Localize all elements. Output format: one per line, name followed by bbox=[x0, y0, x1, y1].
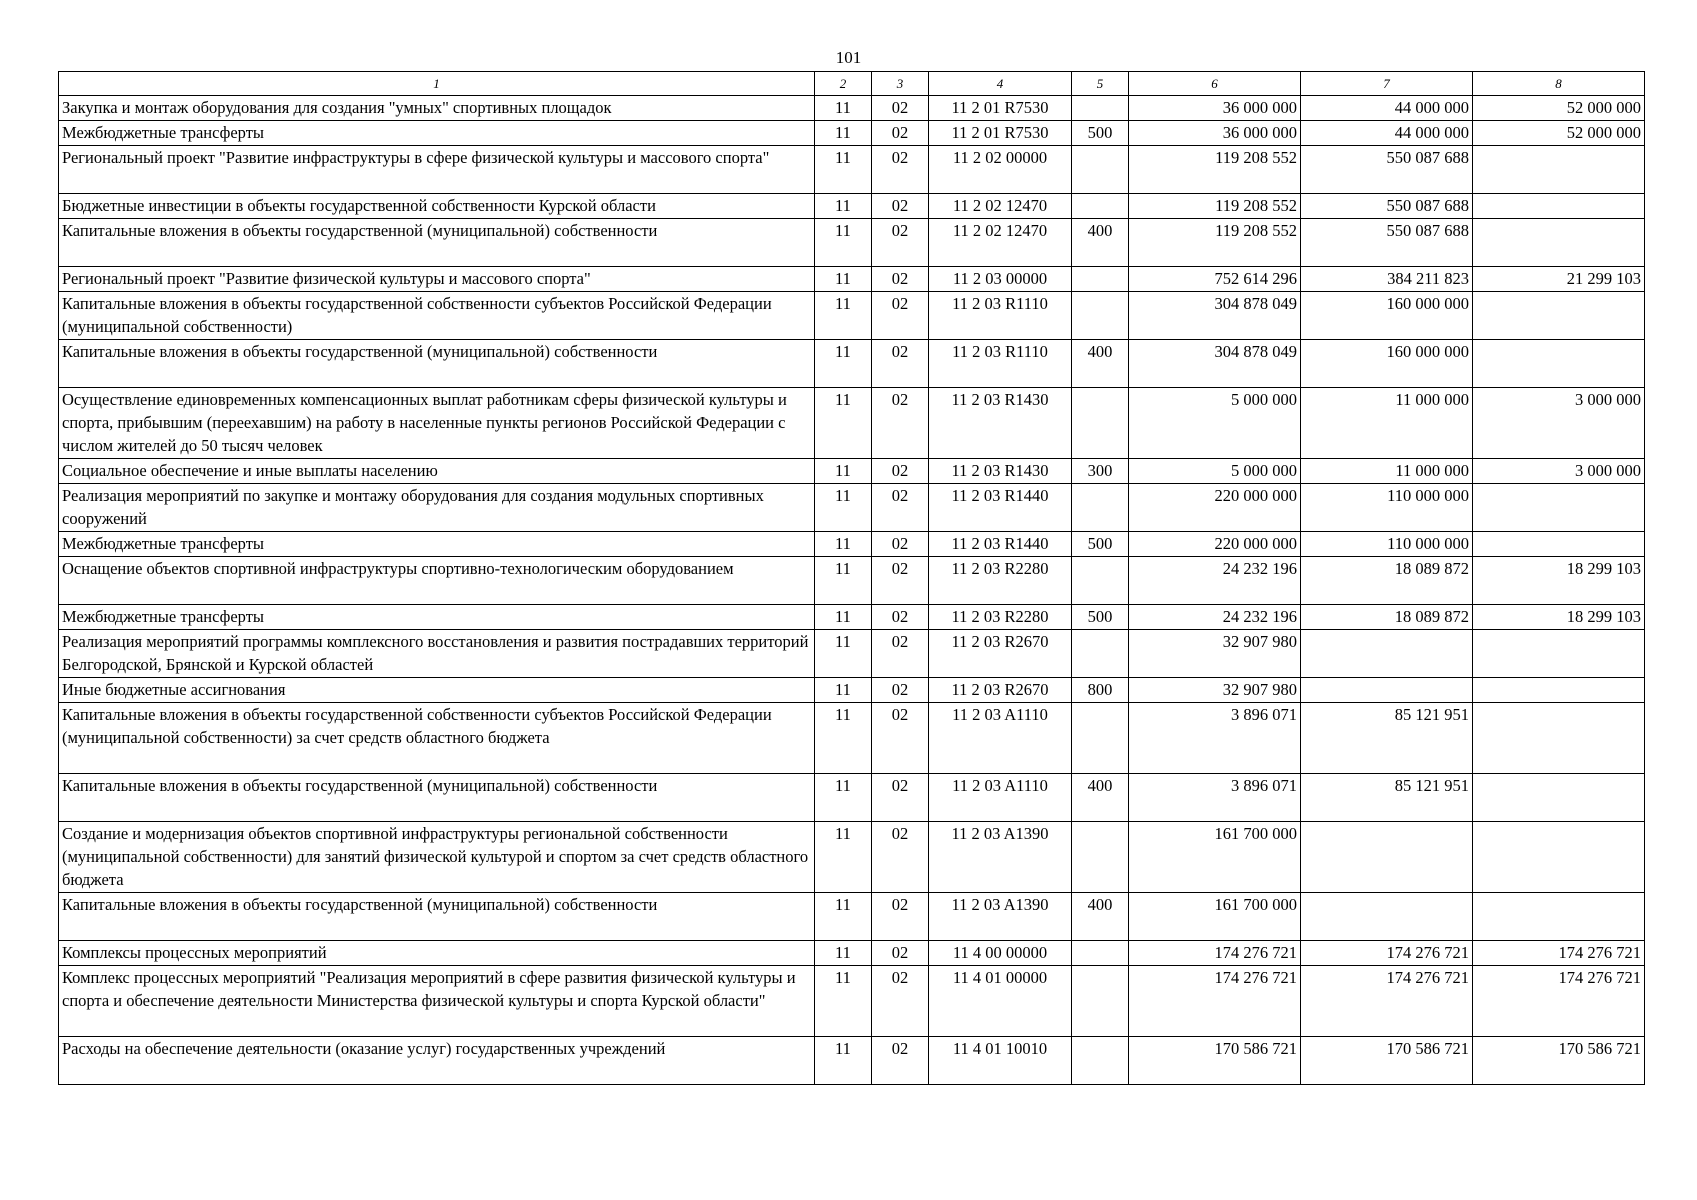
amount-year2-cell: 160 000 000 bbox=[1301, 340, 1473, 388]
section-code-cell: 11 bbox=[815, 1037, 872, 1085]
section-code-cell: 11 bbox=[815, 292, 872, 340]
amount-year3-cell: 174 276 721 bbox=[1473, 941, 1645, 966]
subsection-code-cell: 02 bbox=[872, 1037, 929, 1085]
subsection-code-cell: 02 bbox=[872, 340, 929, 388]
table-row bbox=[59, 966, 1645, 1037]
section-code-cell: 11 bbox=[815, 267, 872, 292]
amount-year2-cell bbox=[1301, 822, 1473, 893]
amount-year1-cell: 304 878 049 bbox=[1129, 292, 1301, 340]
amount-year2-cell: 18 089 872 bbox=[1301, 605, 1473, 630]
section-code-cell: 11 bbox=[815, 941, 872, 966]
column-header: 7 bbox=[1301, 72, 1473, 96]
amount-year1-cell: 36 000 000 bbox=[1129, 121, 1301, 146]
subsection-code-cell: 02 bbox=[872, 459, 929, 484]
subsection-code-cell: 02 bbox=[872, 941, 929, 966]
section-code-cell: 11 bbox=[815, 194, 872, 219]
amount-year1-cell: 5 000 000 bbox=[1129, 388, 1301, 459]
expense-type-cell bbox=[1072, 194, 1129, 219]
expense-type-cell bbox=[1072, 388, 1129, 459]
table-row bbox=[59, 557, 1645, 605]
expense-type-cell: 500 bbox=[1072, 532, 1129, 557]
amount-year1-cell: 304 878 049 bbox=[1129, 340, 1301, 388]
table-row bbox=[59, 1037, 1645, 1085]
table-row bbox=[59, 388, 1645, 459]
expense-type-cell bbox=[1072, 146, 1129, 194]
row-name-cell: Осуществление единовременных компенсационных выплат работникам сферы физической культуры и спорта, прибывшим (переехавшим) на работу в населенные пункты регионов Российской Федерации с числом жителей до 50 тысяч человек bbox=[59, 388, 815, 459]
amount-year1-cell: 170 586 721 bbox=[1129, 1037, 1301, 1085]
expense-type-cell: 400 bbox=[1072, 340, 1129, 388]
row-name-cell: Социальное обеспечение и иные выплаты населению bbox=[59, 459, 815, 484]
row-name-cell: Межбюджетные трансферты bbox=[59, 605, 815, 630]
table-row bbox=[59, 678, 1645, 703]
amount-year1-cell: 24 232 196 bbox=[1129, 605, 1301, 630]
amount-year1-cell: 3 896 071 bbox=[1129, 703, 1301, 774]
amount-year2-cell bbox=[1301, 893, 1473, 941]
section-code-cell: 11 bbox=[815, 121, 872, 146]
amount-year1-cell: 161 700 000 bbox=[1129, 822, 1301, 893]
row-name-cell: Комплексы процессных мероприятий bbox=[59, 941, 815, 966]
target-article-cell: 11 2 03 R2670 bbox=[929, 630, 1072, 678]
row-name-cell: Межбюджетные трансферты bbox=[59, 121, 815, 146]
subsection-code-cell: 02 bbox=[872, 146, 929, 194]
amount-year3-cell bbox=[1473, 484, 1645, 532]
amount-year1-cell: 119 208 552 bbox=[1129, 194, 1301, 219]
amount-year1-cell: 220 000 000 bbox=[1129, 484, 1301, 532]
expense-type-cell bbox=[1072, 1037, 1129, 1085]
amount-year3-cell: 18 299 103 bbox=[1473, 605, 1645, 630]
amount-year1-cell: 119 208 552 bbox=[1129, 146, 1301, 194]
subsection-code-cell: 02 bbox=[872, 267, 929, 292]
table-row bbox=[59, 96, 1645, 121]
amount-year3-cell bbox=[1473, 146, 1645, 194]
table-body bbox=[59, 96, 1645, 1085]
row-name-cell: Закупка и монтаж оборудования для создания "умных" спортивных площадок bbox=[59, 96, 815, 121]
section-code-cell: 11 bbox=[815, 822, 872, 893]
amount-year2-cell: 18 089 872 bbox=[1301, 557, 1473, 605]
subsection-code-cell: 02 bbox=[872, 822, 929, 893]
expense-type-cell bbox=[1072, 966, 1129, 1037]
budget-table bbox=[58, 71, 1645, 1085]
amount-year1-cell: 220 000 000 bbox=[1129, 532, 1301, 557]
amount-year1-cell: 5 000 000 bbox=[1129, 459, 1301, 484]
column-number-row bbox=[59, 72, 1645, 96]
amount-year2-cell bbox=[1301, 630, 1473, 678]
expense-type-cell bbox=[1072, 630, 1129, 678]
subsection-code-cell: 02 bbox=[872, 893, 929, 941]
table-row bbox=[59, 532, 1645, 557]
table-row bbox=[59, 630, 1645, 678]
row-name-cell: Региональный проект "Развитие физической культуры и массового спорта" bbox=[59, 267, 815, 292]
table-row bbox=[59, 893, 1645, 941]
section-code-cell: 11 bbox=[815, 484, 872, 532]
section-code-cell: 11 bbox=[815, 893, 872, 941]
section-code-cell: 11 bbox=[815, 678, 872, 703]
amount-year3-cell bbox=[1473, 194, 1645, 219]
subsection-code-cell: 02 bbox=[872, 292, 929, 340]
page-number: 101 bbox=[835, 48, 862, 67]
subsection-code-cell: 02 bbox=[872, 121, 929, 146]
target-article-cell: 11 2 03 A1390 bbox=[929, 822, 1072, 893]
amount-year2-cell: 170 586 721 bbox=[1301, 1037, 1473, 1085]
column-header: 2 bbox=[815, 72, 872, 96]
amount-year2-cell: 44 000 000 bbox=[1301, 121, 1473, 146]
amount-year3-cell bbox=[1473, 678, 1645, 703]
amount-year2-cell: 85 121 951 bbox=[1301, 774, 1473, 822]
row-name-cell: Иные бюджетные ассигнования bbox=[59, 678, 815, 703]
amount-year2-cell: 110 000 000 bbox=[1301, 532, 1473, 557]
target-article-cell: 11 2 03 A1390 bbox=[929, 893, 1072, 941]
amount-year3-cell: 3 000 000 bbox=[1473, 388, 1645, 459]
amount-year2-cell: 174 276 721 bbox=[1301, 941, 1473, 966]
table-row bbox=[59, 822, 1645, 893]
amount-year3-cell bbox=[1473, 703, 1645, 774]
row-name-cell: Оснащение объектов спортивной инфраструктуры спортивно-технологическим оборудованием bbox=[59, 557, 815, 605]
amount-year1-cell: 174 276 721 bbox=[1129, 941, 1301, 966]
table-row bbox=[59, 605, 1645, 630]
amount-year2-cell: 11 000 000 bbox=[1301, 388, 1473, 459]
target-article-cell: 11 4 00 00000 bbox=[929, 941, 1072, 966]
table-row bbox=[59, 121, 1645, 146]
target-article-cell: 11 2 03 R1430 bbox=[929, 459, 1072, 484]
target-article-cell: 11 2 03 R1440 bbox=[929, 484, 1072, 532]
target-article-cell: 11 2 03 R2280 bbox=[929, 605, 1072, 630]
row-name-cell: Реализация мероприятий по закупке и монтажу оборудования для создания модульных спортивных сооружений bbox=[59, 484, 815, 532]
expense-type-cell bbox=[1072, 292, 1129, 340]
expense-type-cell bbox=[1072, 484, 1129, 532]
column-header: 6 bbox=[1129, 72, 1301, 96]
amount-year1-cell: 174 276 721 bbox=[1129, 966, 1301, 1037]
expense-type-cell bbox=[1072, 96, 1129, 121]
table-row bbox=[59, 941, 1645, 966]
subsection-code-cell: 02 bbox=[872, 532, 929, 557]
expense-type-cell bbox=[1072, 557, 1129, 605]
section-code-cell: 11 bbox=[815, 388, 872, 459]
row-name-cell: Реализация мероприятий программы комплексного восстановления и развития пострадавших территорий Белгородской, Брянской и Курской областей bbox=[59, 630, 815, 678]
section-code-cell: 11 bbox=[815, 703, 872, 774]
row-name-cell: Капитальные вложения в объекты государственной (муниципальной) собственности bbox=[59, 340, 815, 388]
amount-year3-cell bbox=[1473, 774, 1645, 822]
subsection-code-cell: 02 bbox=[872, 388, 929, 459]
amount-year1-cell: 32 907 980 bbox=[1129, 630, 1301, 678]
amount-year3-cell bbox=[1473, 292, 1645, 340]
table-row bbox=[59, 292, 1645, 340]
section-code-cell: 11 bbox=[815, 630, 872, 678]
subsection-code-cell: 02 bbox=[872, 774, 929, 822]
table-row bbox=[59, 340, 1645, 388]
target-article-cell: 11 2 03 R1430 bbox=[929, 388, 1072, 459]
section-code-cell: 11 bbox=[815, 532, 872, 557]
target-article-cell: 11 2 01 R7530 bbox=[929, 96, 1072, 121]
amount-year3-cell bbox=[1473, 219, 1645, 267]
target-article-cell: 11 2 02 12470 bbox=[929, 194, 1072, 219]
target-article-cell: 11 2 02 12470 bbox=[929, 219, 1072, 267]
amount-year3-cell: 52 000 000 bbox=[1473, 121, 1645, 146]
subsection-code-cell: 02 bbox=[872, 605, 929, 630]
table-row bbox=[59, 146, 1645, 194]
expense-type-cell: 800 bbox=[1072, 678, 1129, 703]
section-code-cell: 11 bbox=[815, 459, 872, 484]
row-name-cell: Бюджетные инвестиции в объекты государственной собственности Курской области bbox=[59, 194, 815, 219]
section-code-cell: 11 bbox=[815, 966, 872, 1037]
amount-year2-cell: 85 121 951 bbox=[1301, 703, 1473, 774]
row-name-cell: Расходы на обеспечение деятельности (оказание услуг) государственных учреждений bbox=[59, 1037, 815, 1085]
column-header: 4 bbox=[929, 72, 1072, 96]
amount-year2-cell: 44 000 000 bbox=[1301, 96, 1473, 121]
amount-year1-cell: 3 896 071 bbox=[1129, 774, 1301, 822]
subsection-code-cell: 02 bbox=[872, 630, 929, 678]
expense-type-cell bbox=[1072, 941, 1129, 966]
expense-type-cell: 400 bbox=[1072, 219, 1129, 267]
amount-year2-cell: 110 000 000 bbox=[1301, 484, 1473, 532]
amount-year3-cell bbox=[1473, 532, 1645, 557]
expense-type-cell bbox=[1072, 267, 1129, 292]
amount-year3-cell: 18 299 103 bbox=[1473, 557, 1645, 605]
table-row bbox=[59, 267, 1645, 292]
amount-year3-cell bbox=[1473, 340, 1645, 388]
section-code-cell: 11 bbox=[815, 96, 872, 121]
table-row bbox=[59, 219, 1645, 267]
subsection-code-cell: 02 bbox=[872, 484, 929, 532]
table-row bbox=[59, 703, 1645, 774]
amount-year1-cell: 24 232 196 bbox=[1129, 557, 1301, 605]
target-article-cell: 11 2 03 R1440 bbox=[929, 532, 1072, 557]
subsection-code-cell: 02 bbox=[872, 678, 929, 703]
subsection-code-cell: 02 bbox=[872, 194, 929, 219]
amount-year3-cell: 52 000 000 bbox=[1473, 96, 1645, 121]
target-article-cell: 11 2 01 R7530 bbox=[929, 121, 1072, 146]
expense-type-cell bbox=[1072, 703, 1129, 774]
expense-type-cell: 500 bbox=[1072, 605, 1129, 630]
amount-year3-cell bbox=[1473, 893, 1645, 941]
column-header: 5 bbox=[1072, 72, 1129, 96]
target-article-cell: 11 4 01 00000 bbox=[929, 966, 1072, 1037]
row-name-cell: Создание и модернизация объектов спортивной инфраструктуры региональной собственности (муниципальной собственности) для занятий физической культурой и спортом за счет средств областного бюджета bbox=[59, 822, 815, 893]
expense-type-cell: 500 bbox=[1072, 121, 1129, 146]
target-article-cell: 11 2 03 00000 bbox=[929, 267, 1072, 292]
expense-type-cell: 300 bbox=[1072, 459, 1129, 484]
amount-year2-cell bbox=[1301, 678, 1473, 703]
section-code-cell: 11 bbox=[815, 146, 872, 194]
section-code-cell: 11 bbox=[815, 340, 872, 388]
row-name-cell: Капитальные вложения в объекты государственной собственности субъектов Российской Федерации (муниципальной собственности) за счет средств областного бюджета bbox=[59, 703, 815, 774]
subsection-code-cell: 02 bbox=[872, 703, 929, 774]
row-name-cell: Капитальные вложения в объекты государственной (муниципальной) собственности bbox=[59, 219, 815, 267]
amount-year2-cell: 174 276 721 bbox=[1301, 966, 1473, 1037]
row-name-cell: Капитальные вложения в объекты государственной собственности субъектов Российской Федерации (муниципальной собственности) bbox=[59, 292, 815, 340]
amount-year2-cell: 550 087 688 bbox=[1301, 194, 1473, 219]
target-article-cell: 11 2 03 A1110 bbox=[929, 703, 1072, 774]
target-article-cell: 11 4 01 10010 bbox=[929, 1037, 1072, 1085]
target-article-cell: 11 2 03 R2280 bbox=[929, 557, 1072, 605]
section-code-cell: 11 bbox=[815, 219, 872, 267]
column-header: 3 bbox=[872, 72, 929, 96]
row-name-cell: Региональный проект "Развитие инфраструктуры в сфере физической культуры и массового спорта" bbox=[59, 146, 815, 194]
table-row bbox=[59, 484, 1645, 532]
amount-year1-cell: 119 208 552 bbox=[1129, 219, 1301, 267]
row-name-cell: Капитальные вложения в объекты государственной (муниципальной) собственности bbox=[59, 774, 815, 822]
section-code-cell: 11 bbox=[815, 774, 872, 822]
target-article-cell: 11 2 03 R1110 bbox=[929, 340, 1072, 388]
target-article-cell: 11 2 03 R1110 bbox=[929, 292, 1072, 340]
amount-year2-cell: 550 087 688 bbox=[1301, 146, 1473, 194]
amount-year1-cell: 752 614 296 bbox=[1129, 267, 1301, 292]
expense-type-cell: 400 bbox=[1072, 893, 1129, 941]
row-name-cell: Межбюджетные трансферты bbox=[59, 532, 815, 557]
section-code-cell: 11 bbox=[815, 605, 872, 630]
target-article-cell: 11 2 02 00000 bbox=[929, 146, 1072, 194]
amount-year1-cell: 36 000 000 bbox=[1129, 96, 1301, 121]
subsection-code-cell: 02 bbox=[872, 96, 929, 121]
table-row bbox=[59, 774, 1645, 822]
amount-year3-cell: 170 586 721 bbox=[1473, 1037, 1645, 1085]
amount-year3-cell: 21 299 103 bbox=[1473, 267, 1645, 292]
table-row bbox=[59, 459, 1645, 484]
row-name-cell: Комплекс процессных мероприятий "Реализация мероприятий в сфере развития физической культуры и спорта и обеспечение деятельности Министерства физической культуры и спорта Курской области" bbox=[59, 966, 815, 1037]
subsection-code-cell: 02 bbox=[872, 966, 929, 1037]
amount-year2-cell: 160 000 000 bbox=[1301, 292, 1473, 340]
section-code-cell: 11 bbox=[815, 557, 872, 605]
amount-year3-cell bbox=[1473, 630, 1645, 678]
target-article-cell: 11 2 03 R2670 bbox=[929, 678, 1072, 703]
column-header: 8 bbox=[1473, 72, 1645, 96]
target-article-cell: 11 2 03 A1110 bbox=[929, 774, 1072, 822]
expense-type-cell bbox=[1072, 822, 1129, 893]
row-name-cell: Капитальные вложения в объекты государственной (муниципальной) собственности bbox=[59, 893, 815, 941]
subsection-code-cell: 02 bbox=[872, 557, 929, 605]
amount-year3-cell: 174 276 721 bbox=[1473, 966, 1645, 1037]
amount-year1-cell: 32 907 980 bbox=[1129, 678, 1301, 703]
amount-year2-cell: 11 000 000 bbox=[1301, 459, 1473, 484]
subsection-code-cell: 02 bbox=[872, 219, 929, 267]
amount-year1-cell: 161 700 000 bbox=[1129, 893, 1301, 941]
table-row bbox=[59, 194, 1645, 219]
expense-type-cell: 400 bbox=[1072, 774, 1129, 822]
amount-year2-cell: 550 087 688 bbox=[1301, 219, 1473, 267]
amount-year3-cell bbox=[1473, 822, 1645, 893]
amount-year2-cell: 384 211 823 bbox=[1301, 267, 1473, 292]
amount-year3-cell: 3 000 000 bbox=[1473, 459, 1645, 484]
column-header: 1 bbox=[59, 72, 815, 96]
